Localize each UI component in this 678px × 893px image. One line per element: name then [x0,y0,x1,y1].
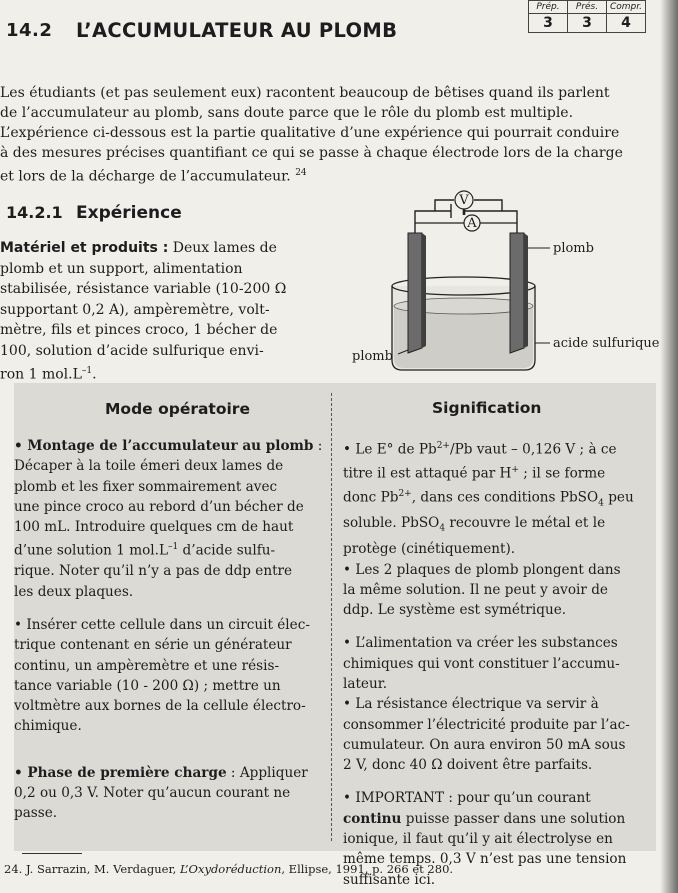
intro-line: L’expérience ci-dessous est la partie qualitative d’une expérience qui pourrait conduire [0,125,620,141]
label-acide-sulfurique: acide sulfurique [553,336,660,351]
step-premiere-charge: • Phase de première charge : Appliquer 0,2 ou 0,3 V. Noter qu’aucun courant ne passe. [14,764,308,822]
step-circuit: • Insérer cette cellule dans un circuit élec- trique contenant en série un générateur continu, un ampèremètre et une résis- tance variable (10 - 200 Ω) ; mettre un voltmètre aux bornes de la cellule électro- chimique. [14,616,310,735]
page-edge-shadow [660,0,678,893]
meaning-potential: • Le E° de $Pb^{2+}/Pb$ vaut – 0,126 V ; à ce titre il est attaqué par H+ ; il se forme donc $Pb^{2+}$, dans ces conditions PbSO$_4$ peu soluble. PbSO$_4$ recouvre le métal et le protège (cinétiquement). [343,441,634,558]
materiel-line: 100, solution d’acide sulfurique envi- [0,342,264,359]
materiel-line: Matériel et produits : Deux lames de [0,240,277,256]
lead-plate-left-icon [408,233,426,353]
materiel-line: ron 1 $mol.L^{-1}$. [0,366,97,383]
footnote-rule [22,853,82,854]
meaning-resistance: • La résistance électrique va servir à consommer l’électricité produite par l’ac- cumulateur. On aura environ 50 mA sous 2 V, donc 40 Ω doivent être parfaits. [343,696,630,774]
difficulty-label-compr: Compr. [607,1,646,14]
svg-text:V: V [459,193,469,208]
difficulty-label-prep: Prép. [529,1,568,14]
voltmeter-icon [455,191,473,209]
intro-line: de l’accumulateur au plomb, sans doute parce que le rôle du plomb est multiple. [0,105,574,121]
footnote: 24. J. Sarrazin, M. Verdaguer, L’Oxydoréduction, Ellipse, 1991, p. 266 et 280. [4,862,454,876]
subsection-number: 14.2.1 [6,203,63,222]
accumulator-diagram [350,188,660,378]
label-plomb-right: plomb [553,241,594,256]
mode-operatoire-heading: Mode opératoire [105,400,250,418]
meaning-symmetry: • Les 2 plaques de plomb plongent dans la même solution. Il ne peut y avoir de ddp. Le système est symétrique. [343,561,621,619]
difficulty-value-compr: 4 [607,14,646,33]
meaning-important: • IMPORTANT : pour qu’un courant continu puisse passer dans une solution ionique, il faut qu’il y ait électrolyse en même temps. 0,3 V n’est pas une tension suffisante ici. [343,790,627,888]
subsection-title: Expérience [76,203,182,223]
svg-text:A: A [467,216,477,231]
lead-plate-right-icon [510,233,528,353]
ammeter-icon [415,215,517,231]
difficulty-value-prep: 3 [529,14,568,33]
step-montage: • Montage de l’accumulateur au plomb : Décaper à la toile émeri deux lames de plomb et les fixer sommairement avec une pince croco au rebord d’un bécher de 100 mL. Introduire quelques cm de haut d’une solution 1 $mol.L^{-1}$ d’acide sulfu- rique. Noter qu’il n’y a pas de ddp entre les deux plaques. [14,438,323,600]
difficulty-table [528,0,646,33]
difficulty-value-pres: 3 [568,14,607,33]
materiel-line: mètre, fils et pinces croco, 1 bécher de [0,322,278,338]
intro-line: et lors de la décharge de l’accumulateur. [0,168,291,185]
intro-line: Les étudiants (et pas seulement eux) racontent beaucoup de bêtises quand ils parlent [0,85,610,101]
materiel-paragraph [0,238,292,385]
footnote-ref: 24 [295,168,307,178]
meaning-alimentation: • L’alimentation va créer les substances chimiques qui vont constituer l’accumu- lateur. [343,635,620,692]
signification-column [343,436,653,890]
mode-operatoire-column [14,436,326,837]
column-divider [331,393,332,841]
label-plomb-left: plomb [352,349,393,364]
materiel-label: Matériel et produits : [0,240,169,256]
materiel-line: stabilisée, résistance variable (10-200 Ω [0,281,287,297]
difficulty-label-pres: Prés. [568,1,607,14]
materiel-line: plomb et un support, alimentation [0,260,243,277]
materiel-line: supportant 0,2 A), ampèremètre, volt- [0,301,270,318]
intro-paragraph [0,83,640,187]
intro-line: à des mesures précises quantifiant ce qui se passe à chaque électrode lors de la charge [0,145,623,161]
section-number: 14.2 [6,20,53,41]
intro-line-last [0,163,640,187]
signification-heading: Signification [432,399,542,417]
section-title: L’ACCUMULATEUR AU PLOMB [76,19,398,42]
